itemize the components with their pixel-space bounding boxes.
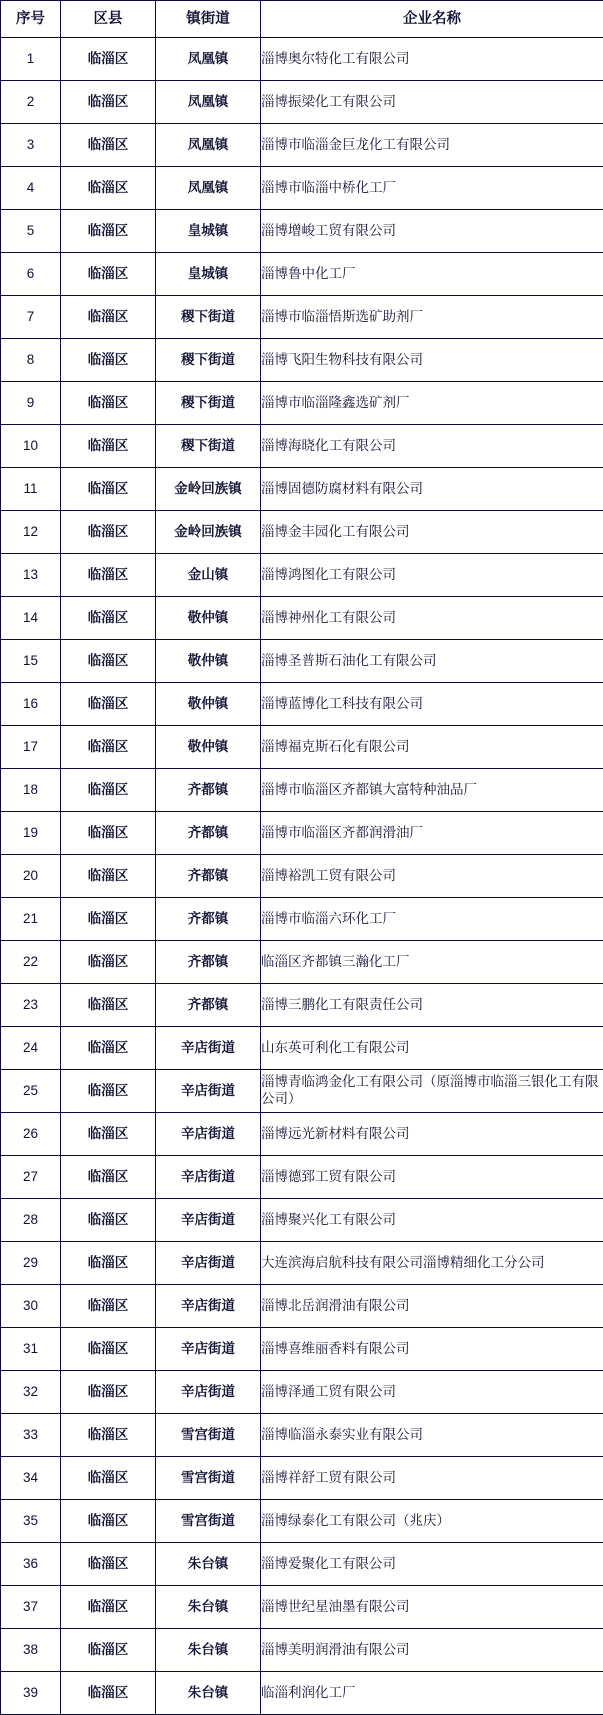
cell-index: 25 — [1, 1070, 61, 1113]
cell-enterprise-name: 淄博鸿图化工有限公司 — [261, 554, 603, 597]
cell-enterprise-name: 淄博金丰园化工有限公司 — [261, 511, 603, 554]
table-row — [1, 1629, 603, 1672]
table-row — [1, 1070, 603, 1113]
cell-enterprise-name: 淄博市临淄隆鑫选矿剂厂 — [261, 382, 603, 425]
cell-index: 18 — [1, 769, 61, 812]
cell-index: 9 — [1, 382, 61, 425]
cell-town: 辛店街道 — [156, 1113, 261, 1156]
table-header-row — [1, 1, 603, 38]
cell-town: 辛店街道 — [156, 1199, 261, 1242]
cell-enterprise-name: 淄博临淄永泰实业有限公司 — [261, 1414, 603, 1457]
cell-enterprise-name: 淄博福克斯石化有限公司 — [261, 726, 603, 769]
cell-district: 临淄区 — [61, 1070, 156, 1113]
cell-index: 16 — [1, 683, 61, 726]
table-row — [1, 167, 603, 210]
table-row — [1, 1199, 603, 1242]
cell-enterprise-name: 淄博聚兴化工有限公司 — [261, 1199, 603, 1242]
cell-town: 朱台镇 — [156, 1672, 261, 1715]
cell-district: 临淄区 — [61, 941, 156, 984]
table-row — [1, 81, 603, 124]
cell-enterprise-name: 淄博增峻工贸有限公司 — [261, 210, 603, 253]
cell-town: 齐都镇 — [156, 984, 261, 1027]
cell-index: 13 — [1, 554, 61, 597]
table-body — [1, 38, 603, 1715]
cell-district: 临淄区 — [61, 898, 156, 941]
cell-index: 22 — [1, 941, 61, 984]
cell-index: 34 — [1, 1457, 61, 1500]
cell-town: 金岭回族镇 — [156, 468, 261, 511]
cell-index: 24 — [1, 1027, 61, 1070]
table-row — [1, 253, 603, 296]
cell-town: 齐都镇 — [156, 898, 261, 941]
cell-town: 凤凰镇 — [156, 38, 261, 81]
table-row — [1, 1457, 603, 1500]
cell-index: 10 — [1, 425, 61, 468]
table-row — [1, 210, 603, 253]
column-header-district: 区县 — [61, 1, 156, 38]
cell-town: 敬仲镇 — [156, 640, 261, 683]
cell-enterprise-name: 淄博市临淄区齐都镇大富特种油品厂 — [261, 769, 603, 812]
table-row — [1, 124, 603, 167]
cell-index: 12 — [1, 511, 61, 554]
cell-enterprise-name: 淄博裕凯工贸有限公司 — [261, 855, 603, 898]
cell-town: 辛店街道 — [156, 1070, 261, 1113]
cell-town: 辛店街道 — [156, 1027, 261, 1070]
cell-town: 凤凰镇 — [156, 124, 261, 167]
cell-index: 8 — [1, 339, 61, 382]
table-row — [1, 1371, 603, 1414]
cell-index: 4 — [1, 167, 61, 210]
cell-enterprise-name: 淄博北岳润滑油有限公司 — [261, 1285, 603, 1328]
cell-town: 皇城镇 — [156, 210, 261, 253]
cell-index: 30 — [1, 1285, 61, 1328]
cell-index: 27 — [1, 1156, 61, 1199]
cell-index: 23 — [1, 984, 61, 1027]
cell-enterprise-name: 淄博市临淄悟斯选矿助剂厂 — [261, 296, 603, 339]
cell-town: 敬仲镇 — [156, 726, 261, 769]
cell-town: 稷下街道 — [156, 339, 261, 382]
cell-index: 33 — [1, 1414, 61, 1457]
cell-index: 32 — [1, 1371, 61, 1414]
table-row — [1, 554, 603, 597]
cell-town: 雪宫街道 — [156, 1500, 261, 1543]
cell-enterprise-name: 淄博市临淄中桥化工厂 — [261, 167, 603, 210]
cell-town: 辛店街道 — [156, 1328, 261, 1371]
cell-enterprise-name: 淄博神州化工有限公司 — [261, 597, 603, 640]
cell-district: 临淄区 — [61, 124, 156, 167]
cell-index: 7 — [1, 296, 61, 339]
table-row — [1, 726, 603, 769]
cell-enterprise-name: 淄博圣普斯石油化工有限公司 — [261, 640, 603, 683]
cell-index: 28 — [1, 1199, 61, 1242]
cell-index: 20 — [1, 855, 61, 898]
cell-town: 稷下街道 — [156, 382, 261, 425]
table-row — [1, 382, 603, 425]
cell-district: 临淄区 — [61, 1672, 156, 1715]
table-row — [1, 468, 603, 511]
table-row — [1, 1543, 603, 1586]
cell-enterprise-name: 临淄利润化工厂 — [261, 1672, 603, 1715]
table-row — [1, 683, 603, 726]
cell-town: 敬仲镇 — [156, 683, 261, 726]
cell-town: 皇城镇 — [156, 253, 261, 296]
cell-index: 21 — [1, 898, 61, 941]
cell-district: 临淄区 — [61, 812, 156, 855]
cell-enterprise-name: 山东英可利化工有限公司 — [261, 1027, 603, 1070]
cell-enterprise-name: 淄博德郅工贸有限公司 — [261, 1156, 603, 1199]
table-row — [1, 1027, 603, 1070]
column-header-enterprise-name: 企业名称 — [261, 1, 603, 38]
cell-district: 临淄区 — [61, 597, 156, 640]
table-row — [1, 1414, 603, 1457]
cell-town: 齐都镇 — [156, 855, 261, 898]
cell-town: 雪宫街道 — [156, 1457, 261, 1500]
cell-index: 17 — [1, 726, 61, 769]
cell-district: 临淄区 — [61, 296, 156, 339]
cell-enterprise-name: 淄博爱聚化工有限公司 — [261, 1543, 603, 1586]
cell-enterprise-name: 临淄区齐都镇三瀚化工厂 — [261, 941, 603, 984]
table-row — [1, 296, 603, 339]
cell-district: 临淄区 — [61, 1285, 156, 1328]
cell-index: 38 — [1, 1629, 61, 1672]
cell-town: 稷下街道 — [156, 425, 261, 468]
cell-enterprise-name: 大连滨海启航科技有限公司淄博精细化工分公司 — [261, 1242, 603, 1285]
cell-index: 36 — [1, 1543, 61, 1586]
cell-district: 临淄区 — [61, 1156, 156, 1199]
cell-district: 临淄区 — [61, 683, 156, 726]
cell-district: 临淄区 — [61, 855, 156, 898]
cell-index: 29 — [1, 1242, 61, 1285]
cell-town: 朱台镇 — [156, 1543, 261, 1586]
cell-enterprise-name: 淄博三鹏化工有限责任公司 — [261, 984, 603, 1027]
cell-town: 辛店街道 — [156, 1156, 261, 1199]
cell-enterprise-name: 淄博市临淄区齐都润滑油厂 — [261, 812, 603, 855]
cell-district: 临淄区 — [61, 769, 156, 812]
table-row — [1, 339, 603, 382]
cell-district: 临淄区 — [61, 1199, 156, 1242]
cell-district: 临淄区 — [61, 210, 156, 253]
cell-district: 临淄区 — [61, 511, 156, 554]
cell-index: 5 — [1, 210, 61, 253]
cell-enterprise-name: 淄博飞阳生物科技有限公司 — [261, 339, 603, 382]
cell-index: 26 — [1, 1113, 61, 1156]
cell-enterprise-name: 淄博青临鸿金化工有限公司（原淄博市临淄三银化工有限公司） — [261, 1070, 603, 1113]
cell-index: 6 — [1, 253, 61, 296]
table-row — [1, 597, 603, 640]
table-row — [1, 511, 603, 554]
cell-index: 37 — [1, 1586, 61, 1629]
cell-town: 辛店街道 — [156, 1242, 261, 1285]
cell-enterprise-name: 淄博海晓化工有限公司 — [261, 425, 603, 468]
cell-district: 临淄区 — [61, 640, 156, 683]
cell-index: 35 — [1, 1500, 61, 1543]
cell-district: 临淄区 — [61, 38, 156, 81]
cell-district: 临淄区 — [61, 1586, 156, 1629]
cell-enterprise-name: 淄博远光新材料有限公司 — [261, 1113, 603, 1156]
table-row — [1, 1285, 603, 1328]
cell-district: 临淄区 — [61, 554, 156, 597]
cell-enterprise-name: 淄博世纪星油墨有限公司 — [261, 1586, 603, 1629]
cell-district: 临淄区 — [61, 81, 156, 124]
cell-town: 朱台镇 — [156, 1586, 261, 1629]
cell-enterprise-name: 淄博祥舒工贸有限公司 — [261, 1457, 603, 1500]
cell-town: 凤凰镇 — [156, 81, 261, 124]
cell-town: 金岭回族镇 — [156, 511, 261, 554]
cell-district: 临淄区 — [61, 1457, 156, 1500]
cell-district: 临淄区 — [61, 425, 156, 468]
cell-index: 15 — [1, 640, 61, 683]
cell-town: 朱台镇 — [156, 1629, 261, 1672]
table-row — [1, 941, 603, 984]
table-row — [1, 640, 603, 683]
cell-enterprise-name: 淄博喜维丽香料有限公司 — [261, 1328, 603, 1371]
table-row — [1, 1672, 603, 1715]
cell-district: 临淄区 — [61, 1500, 156, 1543]
cell-index: 3 — [1, 124, 61, 167]
cell-town: 金山镇 — [156, 554, 261, 597]
cell-index: 11 — [1, 468, 61, 511]
cell-district: 临淄区 — [61, 1371, 156, 1414]
cell-index: 1 — [1, 38, 61, 81]
cell-index: 2 — [1, 81, 61, 124]
cell-town: 稷下街道 — [156, 296, 261, 339]
cell-enterprise-name: 淄博鲁中化工厂 — [261, 253, 603, 296]
table-row — [1, 812, 603, 855]
cell-town: 雪宫街道 — [156, 1414, 261, 1457]
table-row — [1, 1500, 603, 1543]
table-row — [1, 1113, 603, 1156]
table-row — [1, 769, 603, 812]
table-row — [1, 855, 603, 898]
cell-town: 辛店街道 — [156, 1285, 261, 1328]
cell-district: 临淄区 — [61, 1328, 156, 1371]
cell-district: 临淄区 — [61, 1113, 156, 1156]
column-header-town: 镇街道 — [156, 1, 261, 38]
table-row — [1, 1586, 603, 1629]
cell-district: 临淄区 — [61, 339, 156, 382]
cell-district: 临淄区 — [61, 468, 156, 511]
cell-district: 临淄区 — [61, 984, 156, 1027]
cell-district: 临淄区 — [61, 1414, 156, 1457]
cell-town: 辛店街道 — [156, 1371, 261, 1414]
cell-index: 39 — [1, 1672, 61, 1715]
cell-district: 临淄区 — [61, 1629, 156, 1672]
table-row — [1, 1242, 603, 1285]
cell-enterprise-name: 淄博美明润滑油有限公司 — [261, 1629, 603, 1672]
cell-town: 齐都镇 — [156, 812, 261, 855]
cell-district: 临淄区 — [61, 167, 156, 210]
cell-enterprise-name: 淄博绿泰化工有限公司（兆庆） — [261, 1500, 603, 1543]
table-row — [1, 38, 603, 81]
cell-enterprise-name: 淄博泽通工贸有限公司 — [261, 1371, 603, 1414]
table-row — [1, 984, 603, 1027]
cell-enterprise-name: 淄博奥尔特化工有限公司 — [261, 38, 603, 81]
cell-index: 14 — [1, 597, 61, 640]
cell-district: 临淄区 — [61, 1242, 156, 1285]
cell-enterprise-name: 淄博市临淄六环化工厂 — [261, 898, 603, 941]
cell-district: 临淄区 — [61, 253, 156, 296]
cell-town: 敬仲镇 — [156, 597, 261, 640]
cell-district: 临淄区 — [61, 726, 156, 769]
table-row — [1, 1328, 603, 1371]
cell-enterprise-name: 淄博振梁化工有限公司 — [261, 81, 603, 124]
cell-index: 19 — [1, 812, 61, 855]
cell-enterprise-name: 淄博固德防腐材料有限公司 — [261, 468, 603, 511]
cell-district: 临淄区 — [61, 1027, 156, 1070]
cell-town: 齐都镇 — [156, 941, 261, 984]
cell-town: 凤凰镇 — [156, 167, 261, 210]
cell-enterprise-name: 淄博市临淄金巨龙化工有限公司 — [261, 124, 603, 167]
cell-district: 临淄区 — [61, 382, 156, 425]
table-row — [1, 1156, 603, 1199]
cell-town: 齐都镇 — [156, 769, 261, 812]
cell-index: 31 — [1, 1328, 61, 1371]
table-row — [1, 898, 603, 941]
cell-enterprise-name: 淄博蓝博化工科技有限公司 — [261, 683, 603, 726]
table-row — [1, 425, 603, 468]
column-header-index: 序号 — [1, 1, 61, 38]
cell-district: 临淄区 — [61, 1543, 156, 1586]
